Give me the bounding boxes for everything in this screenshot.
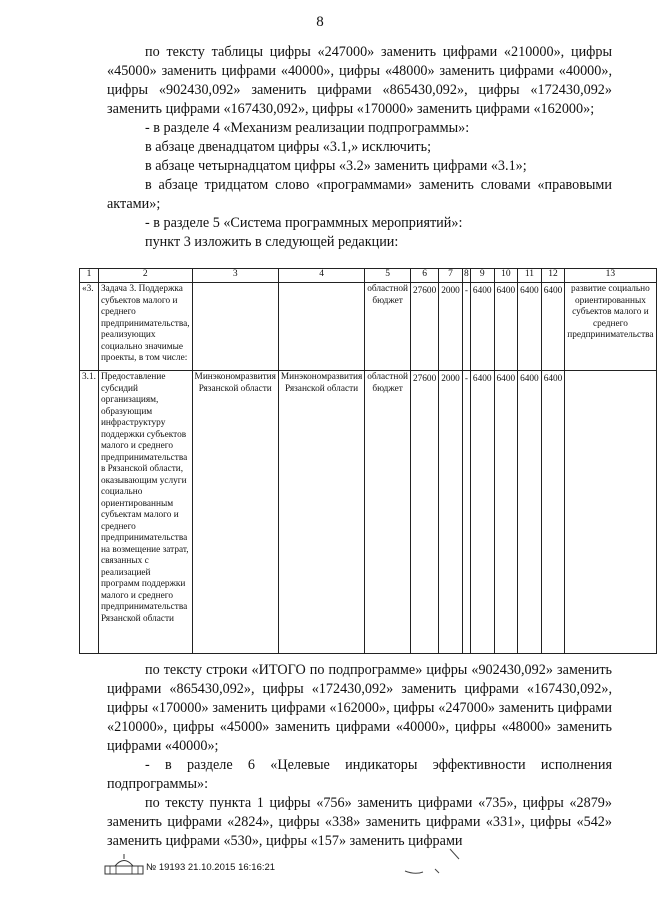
table-header-cell: 10 (494, 269, 518, 283)
paragraph-point-3: пункт 3 изложить в следующей редакции: (145, 234, 399, 250)
page-number: 8 (316, 14, 324, 30)
text-block-bottom (107, 661, 612, 851)
table-cell-executor: Минэкономразвития Рязанской области (192, 371, 278, 654)
table-header-cell: 6 (410, 269, 438, 283)
program-table (79, 268, 657, 654)
paragraph-abzac-30: в абзаце тридцатом слово «программами» заменить словами «правовыми актами»; (107, 177, 612, 212)
table-header-cell: 11 (518, 269, 542, 283)
paragraph-abzac-14: в абзаце четырнадцатом цифры «3.2» заменить цифрами «3.1»; (145, 158, 527, 174)
table-cell-value: 6400 (518, 283, 542, 371)
table-header-cell: 4 (278, 269, 364, 283)
table-cell-value: 6400 (494, 283, 518, 371)
table-cell-number: «3. (80, 283, 99, 371)
table-cell-value: 2000 (439, 371, 463, 654)
text-block-top (107, 43, 612, 252)
table-cell-result (565, 371, 656, 654)
table-header-cell: 8 (462, 269, 470, 283)
table-cell-value: 6400 (470, 371, 494, 654)
table-header-cell: 3 (192, 269, 278, 283)
pen-mark-icon (395, 845, 475, 885)
table-cell-value: - (462, 283, 470, 371)
paragraph-section-5: - в разделе 5 «Система программных мероприятий»: (145, 215, 463, 231)
table-cell-name: Задача 3. Поддержка субъектов малого и среднего предпринимательства, реализующих социально значимые проекты, в том числе: (98, 283, 192, 371)
table-cell-executor (192, 283, 278, 371)
table-cell-source: областной бюджет (365, 371, 411, 654)
table-row-task-3 (80, 283, 657, 371)
table-cell-value: 6400 (518, 371, 542, 654)
table-row-3-1 (80, 371, 657, 654)
table-header-cell: 1 (80, 269, 99, 283)
table-cell-number: 3.1. (80, 371, 99, 654)
table-cell-value: 6400 (541, 371, 565, 654)
table-cell-value: - (462, 371, 470, 654)
table-cell-result: развитие социально ориентированных субъектов малого и среднего предпринимательства (565, 283, 656, 371)
building-logo-icon (103, 852, 145, 876)
table-cell-value: 6400 (541, 283, 565, 371)
table-cell-name: Предоставление субсидий организациям, образующим инфраструктуру поддержки субъектов малого и среднего предпринимательства в Рязанской области, оказывающим услуги социально ориентированным субъектам малого и среднего предпринимательства на возмещение затрат, связанных с реализацией программ поддержки малого и среднего предпринимательства Рязанской области (98, 371, 192, 654)
table-cell-value: 6400 (494, 371, 518, 654)
footer-stamp: № 19193 21.10.2015 16:16:21 (146, 862, 276, 873)
table-header-row (80, 269, 657, 283)
paragraph-section-4: - в разделе 4 «Механизм реализации подпрограммы»: (145, 120, 470, 136)
table-cell-value: 27600 (410, 283, 438, 371)
table-cell-coexecutor: Минэкономразвития Рязанской области (278, 371, 364, 654)
table-cell-value: 27600 (410, 371, 438, 654)
table-header-cell: 5 (365, 269, 411, 283)
table-header-cell: 12 (541, 269, 565, 283)
table-header-cell: 2 (98, 269, 192, 283)
paragraph-table-figures: по тексту таблицы цифры «247000» заменить цифрами «210000», цифры «45000» заменить цифрами «40000», цифры «48000» заменить цифрами «40000», цифры «902430,092» заменить цифрами «865430,092», цифры «172430,092» заменить цифрами «167430,092», цифры «170000» заменить цифрами «162000»; (107, 44, 612, 117)
paragraph-section-6: - в разделе 6 «Целевые индикаторы эффективности исполнения подпрограммы»: (107, 757, 612, 792)
table-header-cell: 9 (470, 269, 494, 283)
table-cell-source: областной бюджет (365, 283, 411, 371)
paragraph-itogo: по тексту строки «ИТОГО по подпрограмме» цифры «902430,092» заменить цифрами «865430,092», цифры «172430,092» заменить цифрами «167430,092», цифры «170000» заменить цифрами «162000», цифры «247000» заменить цифрами «210000», цифры «45000» заменить цифрами «40000», цифры «48000» заменить цифрами «40000»; (107, 662, 612, 754)
table-header-cell: 13 (565, 269, 656, 283)
paragraph-abzac-12: в абзаце двенадцатом цифры «3.1,» исключить; (145, 139, 432, 155)
table-cell-value: 2000 (439, 283, 463, 371)
paragraph-point-1: по тексту пункта 1 цифры «756» заменить цифрами «735», цифры «2879» заменить цифрами «2824», цифры «338» заменить цифрами «331», цифры «542» заменить цифрами «530», цифры «157» заменить цифрами (107, 795, 612, 849)
table-cell-value: 6400 (470, 283, 494, 371)
table-header-cell: 7 (439, 269, 463, 283)
table-cell-coexecutor (278, 283, 364, 371)
